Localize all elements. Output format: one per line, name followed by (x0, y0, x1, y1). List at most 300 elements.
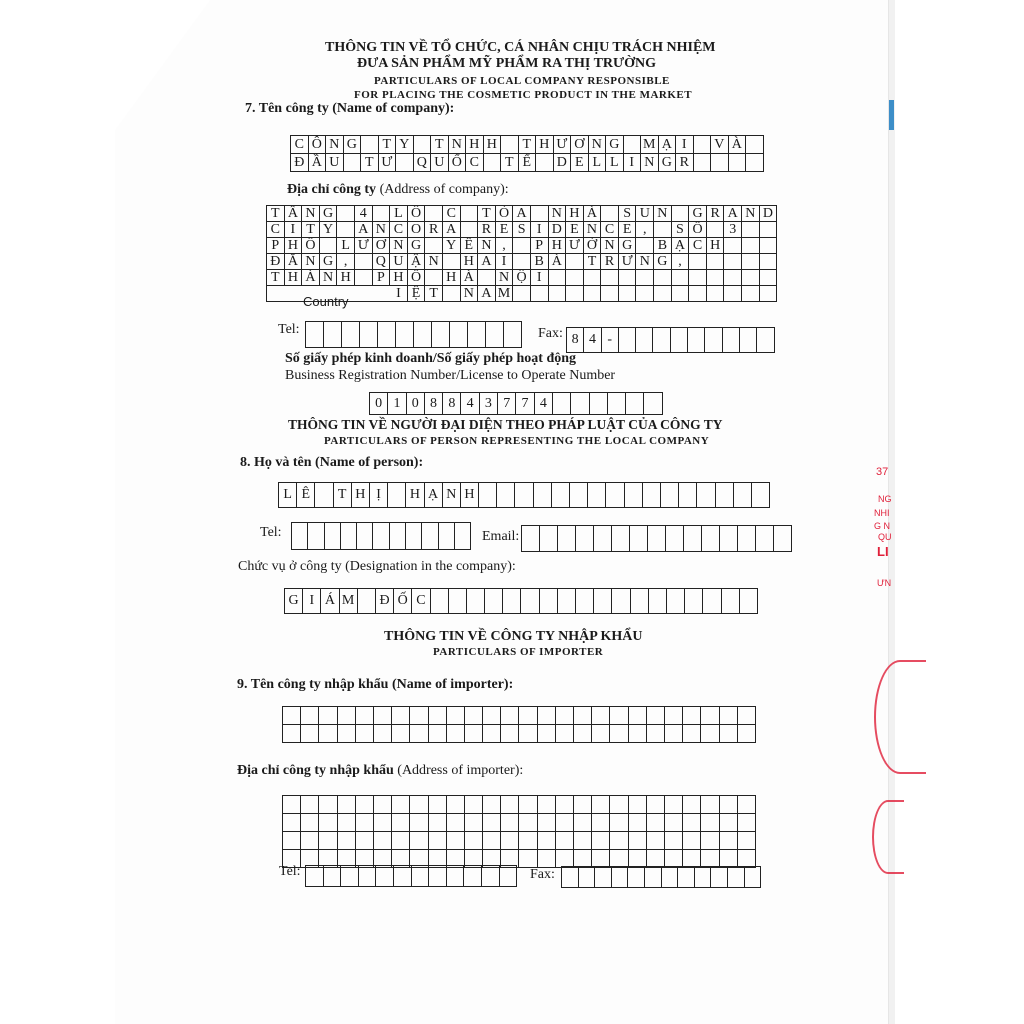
char-box[interactable] (584, 286, 602, 302)
char-box[interactable] (707, 286, 725, 302)
char-box[interactable] (285, 286, 303, 302)
char-box[interactable] (359, 866, 377, 887)
char-box[interactable] (392, 814, 410, 832)
char-box[interactable] (694, 136, 712, 154)
char-box[interactable] (429, 707, 447, 725)
char-box[interactable] (443, 254, 461, 270)
char-box[interactable]: Ố (394, 589, 412, 614)
char-box[interactable] (601, 206, 619, 222)
char-box[interactable] (746, 136, 764, 154)
char-box[interactable] (576, 526, 594, 552)
char-box[interactable]: N (373, 222, 391, 238)
char-box[interactable] (301, 796, 319, 814)
char-box[interactable] (624, 136, 642, 154)
char-box[interactable] (338, 814, 356, 832)
char-box[interactable] (324, 322, 342, 348)
char-box[interactable] (519, 796, 537, 814)
char-box[interactable] (396, 154, 414, 172)
char-box[interactable]: N (478, 238, 496, 254)
char-box[interactable]: Ạ (672, 238, 690, 254)
char-box[interactable]: N (461, 286, 479, 302)
char-box[interactable]: H (443, 270, 461, 286)
char-box[interactable] (483, 814, 501, 832)
char-box[interactable]: U (390, 254, 408, 270)
char-box[interactable]: 0 (407, 393, 425, 415)
importer-fax-field[interactable] (561, 866, 761, 888)
char-box[interactable]: , (672, 254, 690, 270)
char-box[interactable]: Y (443, 238, 461, 254)
char-box[interactable]: N (390, 238, 408, 254)
char-box[interactable] (672, 206, 690, 222)
char-box[interactable] (410, 796, 428, 814)
char-box[interactable] (619, 270, 637, 286)
char-box[interactable]: B (654, 238, 672, 254)
char-box[interactable] (562, 867, 579, 888)
char-box[interactable] (306, 866, 324, 887)
char-box[interactable]: Ơ (373, 238, 391, 254)
char-box[interactable] (745, 867, 762, 888)
char-box[interactable]: C (466, 154, 484, 172)
char-box[interactable]: Ư (355, 238, 373, 254)
char-box[interactable] (519, 850, 537, 868)
char-box[interactable]: R (676, 154, 694, 172)
char-box[interactable]: C (291, 136, 309, 154)
char-box[interactable]: N (589, 136, 607, 154)
char-box[interactable]: N (549, 206, 567, 222)
char-box[interactable]: H (352, 483, 370, 508)
char-box[interactable] (501, 707, 519, 725)
char-box[interactable]: R (478, 222, 496, 238)
char-box[interactable] (483, 707, 501, 725)
char-box[interactable] (774, 526, 792, 552)
char-box[interactable] (665, 832, 683, 850)
char-box[interactable] (549, 270, 567, 286)
char-box[interactable]: 3 (724, 222, 742, 238)
designation-field[interactable] (284, 588, 758, 614)
char-box[interactable] (356, 725, 374, 743)
char-box[interactable] (734, 483, 752, 508)
char-box[interactable] (414, 136, 432, 154)
char-box[interactable] (644, 393, 662, 415)
char-box[interactable]: T (334, 483, 352, 508)
char-box[interactable] (483, 832, 501, 850)
char-box[interactable]: N (641, 154, 659, 172)
char-box[interactable] (590, 393, 608, 415)
char-box[interactable] (683, 725, 701, 743)
char-box[interactable] (760, 270, 778, 286)
char-box[interactable] (610, 707, 628, 725)
char-box[interactable]: U (431, 154, 449, 172)
char-box[interactable] (625, 483, 643, 508)
char-box[interactable] (683, 814, 701, 832)
char-box[interactable] (461, 222, 479, 238)
char-box[interactable] (742, 286, 760, 302)
company-address-grid[interactable] (266, 205, 777, 302)
char-box[interactable] (361, 136, 379, 154)
char-box[interactable] (742, 222, 760, 238)
char-box[interactable]: Ô (408, 206, 426, 222)
char-box[interactable]: Ố (408, 270, 426, 286)
char-box[interactable] (301, 707, 319, 725)
char-box[interactable] (392, 725, 410, 743)
char-box[interactable] (447, 866, 465, 887)
char-box[interactable]: 4 (355, 206, 373, 222)
char-box[interactable] (483, 725, 501, 743)
char-box[interactable]: C (689, 238, 707, 254)
char-box[interactable]: G (689, 206, 707, 222)
char-box[interactable] (553, 393, 571, 415)
char-box[interactable] (738, 832, 756, 850)
char-box[interactable] (439, 523, 455, 550)
char-box[interactable]: Ơ (571, 136, 589, 154)
char-box[interactable] (592, 832, 610, 850)
char-box[interactable] (672, 270, 690, 286)
char-box[interactable] (738, 814, 756, 832)
char-box[interactable] (519, 707, 537, 725)
char-box[interactable]: G (285, 589, 303, 614)
char-box[interactable]: C (601, 222, 619, 238)
char-box[interactable]: T (267, 270, 285, 286)
char-box[interactable] (672, 286, 690, 302)
char-box[interactable] (374, 814, 392, 832)
char-box[interactable] (566, 286, 584, 302)
person-tel-field[interactable] (291, 522, 471, 550)
char-box[interactable] (576, 589, 594, 614)
char-box[interactable]: A (513, 206, 531, 222)
char-box[interactable] (374, 707, 392, 725)
char-box[interactable] (374, 832, 392, 850)
char-box[interactable] (688, 328, 705, 353)
char-box[interactable] (629, 707, 647, 725)
char-box[interactable] (432, 322, 450, 348)
char-box[interactable] (619, 286, 637, 302)
char-box[interactable] (519, 814, 537, 832)
char-box[interactable] (742, 270, 760, 286)
char-box[interactable] (538, 832, 556, 850)
char-box[interactable] (373, 523, 389, 550)
char-box[interactable] (629, 832, 647, 850)
char-box[interactable]: R (707, 206, 725, 222)
char-box[interactable]: À (461, 270, 479, 286)
char-box[interactable] (685, 589, 703, 614)
char-box[interactable]: L (589, 154, 607, 172)
char-box[interactable] (501, 832, 519, 850)
char-box[interactable] (695, 867, 712, 888)
char-box[interactable]: C (443, 206, 461, 222)
char-box[interactable]: Ị (370, 483, 388, 508)
char-box[interactable] (689, 270, 707, 286)
char-box[interactable] (720, 814, 738, 832)
char-box[interactable] (504, 322, 522, 348)
char-box[interactable] (374, 796, 392, 814)
char-box[interactable]: H (461, 254, 479, 270)
char-box[interactable] (592, 814, 610, 832)
char-box[interactable]: G (408, 238, 426, 254)
char-box[interactable] (431, 589, 449, 614)
char-box[interactable] (447, 814, 465, 832)
char-box[interactable] (608, 393, 626, 415)
char-box[interactable]: Ư (554, 136, 572, 154)
char-box[interactable]: Đ (376, 589, 394, 614)
char-box[interactable]: M (340, 589, 358, 614)
char-box[interactable]: Đ (267, 254, 285, 270)
char-box[interactable] (521, 589, 539, 614)
char-box[interactable] (665, 707, 683, 725)
char-box[interactable]: T (519, 136, 537, 154)
char-box[interactable] (337, 222, 355, 238)
char-box[interactable] (513, 238, 531, 254)
char-box[interactable] (738, 796, 756, 814)
char-box[interactable]: Ố (302, 238, 320, 254)
char-box[interactable]: I (676, 136, 694, 154)
char-box[interactable] (465, 707, 483, 725)
char-box[interactable]: Ạ (425, 483, 443, 508)
char-box[interactable] (738, 526, 756, 552)
char-box[interactable] (556, 707, 574, 725)
char-box[interactable] (497, 483, 515, 508)
char-box[interactable]: Ầ (285, 206, 303, 222)
char-box[interactable] (595, 867, 612, 888)
char-box[interactable]: 3 (480, 393, 498, 415)
char-box[interactable] (356, 707, 374, 725)
char-box[interactable] (552, 483, 570, 508)
char-box[interactable] (394, 866, 412, 887)
char-box[interactable] (447, 725, 465, 743)
char-box[interactable] (701, 707, 719, 725)
char-box[interactable]: Ò (496, 206, 514, 222)
char-box[interactable]: T (431, 136, 449, 154)
char-box[interactable] (612, 589, 630, 614)
char-box[interactable] (689, 286, 707, 302)
char-box[interactable] (724, 254, 742, 270)
char-box[interactable]: , (337, 254, 355, 270)
char-box[interactable] (610, 725, 628, 743)
char-box[interactable]: À (729, 136, 747, 154)
char-box[interactable] (701, 725, 719, 743)
char-box[interactable] (301, 832, 319, 850)
char-box[interactable] (649, 589, 667, 614)
char-box[interactable]: A (478, 254, 496, 270)
char-box[interactable] (592, 725, 610, 743)
char-box[interactable]: A (478, 286, 496, 302)
char-box[interactable]: À (302, 270, 320, 286)
char-box[interactable] (574, 707, 592, 725)
char-box[interactable]: T (267, 206, 285, 222)
char-box[interactable] (556, 814, 574, 832)
char-box[interactable] (757, 328, 774, 353)
char-box[interactable]: L (390, 206, 408, 222)
char-box[interactable] (412, 866, 430, 887)
char-box[interactable]: N (326, 136, 344, 154)
char-box[interactable] (341, 523, 357, 550)
char-box[interactable] (574, 832, 592, 850)
char-box[interactable]: N (449, 136, 467, 154)
char-box[interactable] (648, 526, 666, 552)
char-box[interactable] (703, 589, 721, 614)
char-box[interactable]: V (711, 136, 729, 154)
char-box[interactable]: G (606, 136, 624, 154)
char-box[interactable]: E (496, 222, 514, 238)
char-box[interactable] (574, 725, 592, 743)
char-box[interactable] (662, 867, 679, 888)
char-box[interactable]: H (549, 238, 567, 254)
char-box[interactable] (629, 725, 647, 743)
char-box[interactable] (701, 832, 719, 850)
char-box[interactable]: S (619, 206, 637, 222)
char-box[interactable] (338, 796, 356, 814)
char-box[interactable] (301, 725, 319, 743)
char-box[interactable] (479, 483, 497, 508)
char-box[interactable] (342, 322, 360, 348)
char-box[interactable] (356, 796, 374, 814)
char-box[interactable] (429, 832, 447, 850)
char-box[interactable]: C (412, 589, 430, 614)
char-box[interactable] (410, 832, 428, 850)
char-box[interactable]: U (326, 154, 344, 172)
char-box[interactable] (396, 322, 414, 348)
char-box[interactable] (483, 796, 501, 814)
char-box[interactable]: U (636, 206, 654, 222)
char-box[interactable] (478, 270, 496, 286)
char-box[interactable] (531, 286, 549, 302)
char-box[interactable]: Ư (379, 154, 397, 172)
char-box[interactable]: Y (396, 136, 414, 154)
char-box[interactable] (486, 322, 504, 348)
char-box[interactable] (628, 867, 645, 888)
char-box[interactable]: O (408, 222, 426, 238)
char-box[interactable] (392, 796, 410, 814)
char-box[interactable] (612, 867, 629, 888)
char-box[interactable] (425, 238, 443, 254)
char-box[interactable]: Q (373, 254, 391, 270)
char-box[interactable] (540, 526, 558, 552)
char-box[interactable] (738, 707, 756, 725)
char-box[interactable] (610, 814, 628, 832)
char-box[interactable]: C (267, 222, 285, 238)
char-box[interactable]: E (619, 222, 637, 238)
char-box[interactable] (705, 328, 722, 353)
char-box[interactable] (594, 589, 612, 614)
char-box[interactable] (429, 866, 447, 887)
char-box[interactable] (701, 796, 719, 814)
char-box[interactable] (378, 322, 396, 348)
char-box[interactable] (390, 523, 406, 550)
char-box[interactable] (374, 725, 392, 743)
char-box[interactable] (356, 814, 374, 832)
char-box[interactable] (319, 725, 337, 743)
char-box[interactable] (742, 238, 760, 254)
char-box[interactable] (654, 270, 672, 286)
char-box[interactable] (447, 796, 465, 814)
char-box[interactable] (592, 796, 610, 814)
char-box[interactable] (566, 254, 584, 270)
char-box[interactable]: A (724, 206, 742, 222)
char-box[interactable] (760, 222, 778, 238)
char-box[interactable] (665, 796, 683, 814)
char-box[interactable] (410, 814, 428, 832)
char-box[interactable]: , (636, 222, 654, 238)
char-box[interactable] (319, 707, 337, 725)
char-box[interactable]: 8 (425, 393, 443, 415)
char-box[interactable]: Ư (619, 254, 637, 270)
char-box[interactable]: , (496, 238, 514, 254)
char-box[interactable] (283, 707, 301, 725)
char-box[interactable]: N (584, 222, 602, 238)
char-box[interactable] (414, 322, 432, 348)
char-box[interactable]: M (641, 136, 659, 154)
char-box[interactable]: L (279, 483, 297, 508)
char-box[interactable]: G (320, 254, 338, 270)
char-box[interactable]: I (496, 254, 514, 270)
char-box[interactable]: Ạ (659, 136, 677, 154)
char-box[interactable] (429, 814, 447, 832)
char-box[interactable]: N (425, 254, 443, 270)
char-box[interactable] (450, 322, 468, 348)
char-box[interactable] (558, 589, 576, 614)
char-box[interactable] (392, 707, 410, 725)
char-box[interactable] (501, 796, 519, 814)
char-box[interactable]: N (443, 483, 461, 508)
char-box[interactable]: 4 (584, 328, 601, 353)
importer-tel-field[interactable] (305, 865, 517, 887)
char-box[interactable] (513, 254, 531, 270)
char-box[interactable] (636, 286, 654, 302)
char-box[interactable] (601, 286, 619, 302)
char-box[interactable] (373, 206, 391, 222)
char-box[interactable]: D (549, 222, 567, 238)
char-box[interactable] (647, 707, 665, 725)
char-box[interactable] (724, 286, 742, 302)
char-box[interactable] (519, 725, 537, 743)
char-box[interactable] (740, 328, 757, 353)
char-box[interactable] (619, 328, 636, 353)
char-box[interactable] (697, 483, 715, 508)
char-box[interactable]: E (571, 154, 589, 172)
char-box[interactable]: 7 (516, 393, 534, 415)
char-box[interactable]: C (390, 222, 408, 238)
char-box[interactable]: D (554, 154, 572, 172)
char-box[interactable] (592, 707, 610, 725)
char-box[interactable]: G (344, 136, 362, 154)
char-box[interactable]: H (484, 136, 502, 154)
importer-name-grid[interactable] (282, 706, 756, 743)
importer-address-grid[interactable] (282, 795, 756, 868)
char-box[interactable] (684, 526, 702, 552)
char-box[interactable] (500, 866, 518, 887)
char-box[interactable]: - (602, 328, 619, 353)
char-box[interactable]: H (406, 483, 424, 508)
char-box[interactable]: I (531, 222, 549, 238)
char-box[interactable] (447, 707, 465, 725)
char-box[interactable] (720, 707, 738, 725)
char-box[interactable]: I (303, 589, 321, 614)
char-box[interactable] (720, 725, 738, 743)
char-box[interactable]: Ộ (513, 270, 531, 286)
char-box[interactable] (283, 814, 301, 832)
char-box[interactable] (666, 526, 684, 552)
char-box[interactable]: A (443, 222, 461, 238)
char-box[interactable]: A (355, 222, 373, 238)
char-box[interactable] (707, 254, 725, 270)
char-box[interactable] (665, 725, 683, 743)
char-box[interactable]: Ờ (584, 238, 602, 254)
char-box[interactable]: À (584, 206, 602, 222)
char-box[interactable] (760, 238, 778, 254)
char-box[interactable]: T (302, 222, 320, 238)
char-box[interactable]: Y (320, 222, 338, 238)
char-box[interactable] (538, 796, 556, 814)
char-box[interactable]: P (373, 270, 391, 286)
